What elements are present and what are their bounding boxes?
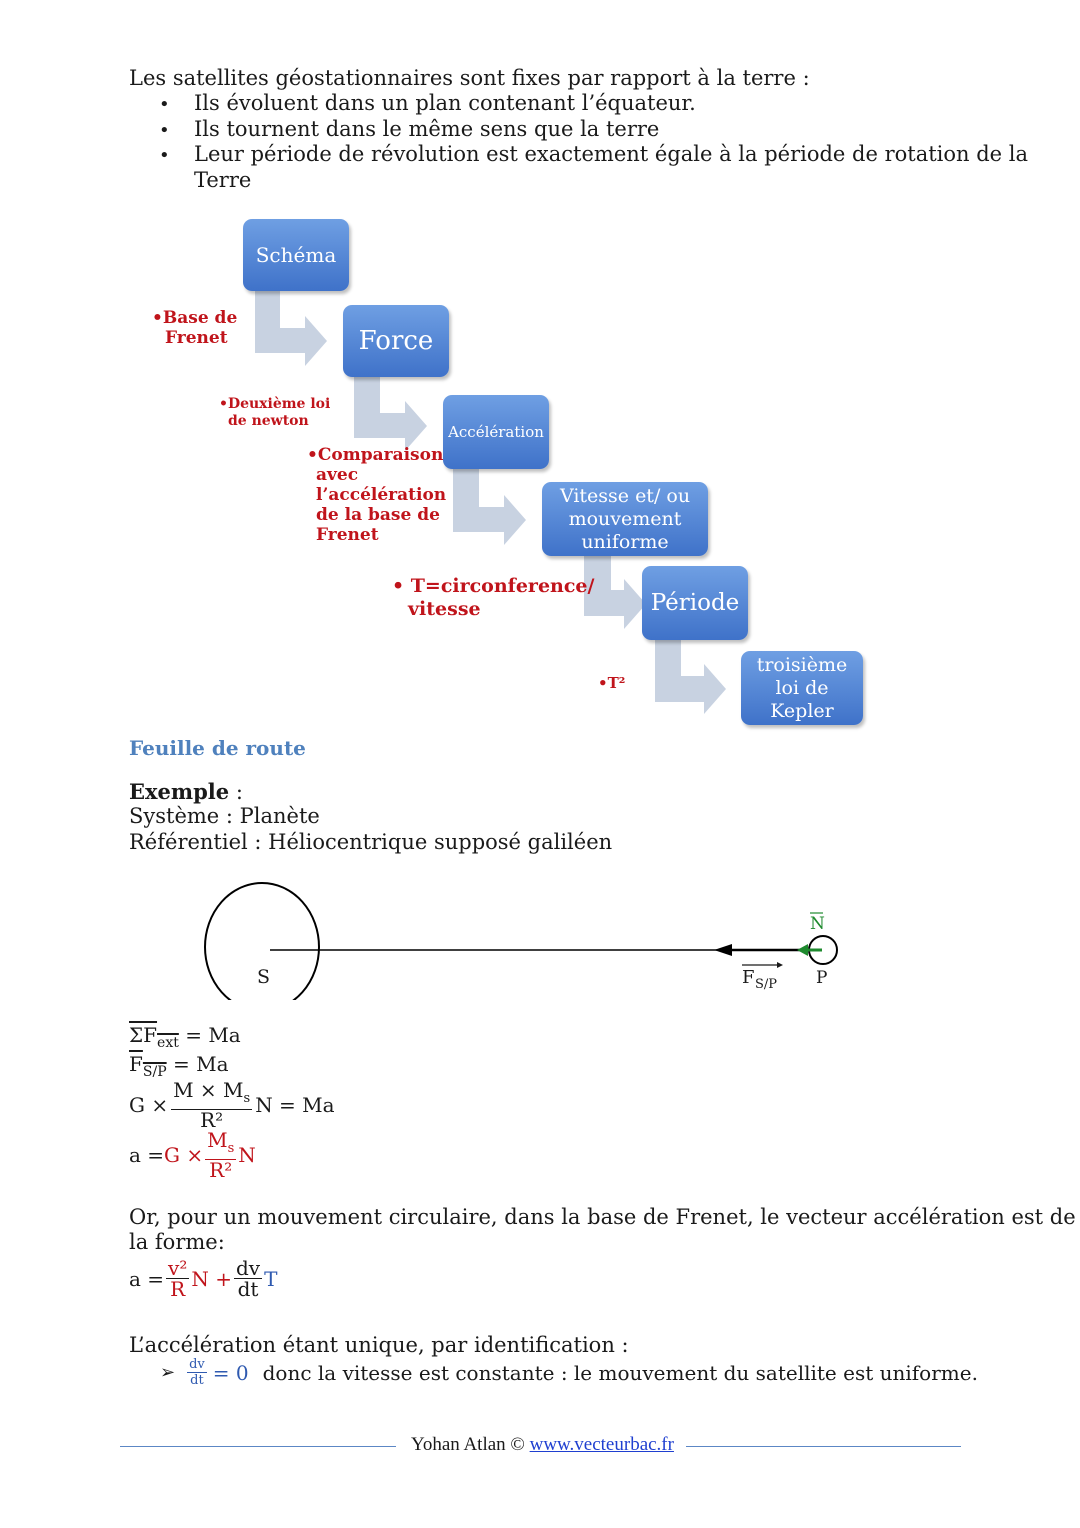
planet-label: P xyxy=(816,968,828,988)
equation-acceleration: a = G × $\frac{M_s}{\text{R²}}$ N xyxy=(129,1128,256,1182)
footer xyxy=(411,1434,674,1456)
normal-arrowhead xyxy=(797,944,808,956)
orbit-diagram xyxy=(0,870,1080,1000)
bullet-item-continuation: Terre xyxy=(194,168,252,192)
bullet-icon: • xyxy=(159,120,170,141)
intro-heading: Les satellites géostationnaires sont fixes par rapport à la terre : xyxy=(129,66,810,90)
footer-divider-left xyxy=(120,1446,396,1447)
conclusion-intro: L’accélération étant unique, par identification : xyxy=(129,1333,629,1357)
footer-divider-right xyxy=(686,1446,961,1447)
step-kepler: troisième loi de Kepler xyxy=(741,651,863,725)
sun-label: S xyxy=(257,966,271,988)
note-comparaison: •Comparaison avec l’accélération de la base de Frenet xyxy=(307,445,447,545)
note-newton: •Deuxième loi de newton xyxy=(219,396,331,429)
bullet-item: Ils évoluent dans un plan contenant l’équateur. xyxy=(194,91,696,115)
note-frenet: •Base de Frenet xyxy=(152,308,238,348)
caption-feuille-de-route: Feuille de route xyxy=(129,736,306,760)
step-vitesse: Vitesse et/ ou mouvement uniforme xyxy=(542,482,708,556)
footer-author: Yohan Atlan © xyxy=(411,1434,530,1455)
equation-gravitation: G × $\frac{M \times M_s}{\text{R²}}$ N = Ma xyxy=(129,1078,335,1132)
example-frame: Référentiel : Héliocentrique supposé galiléen xyxy=(129,830,613,854)
force-arrowhead xyxy=(714,944,732,956)
step-force: Force xyxy=(343,305,449,377)
bullet-icon: • xyxy=(159,145,170,166)
step-acceleration: Accélération xyxy=(443,395,549,469)
step-periode: Période xyxy=(642,566,748,640)
arrow-bullet-icon: ➢ xyxy=(160,1362,176,1383)
arrow-1 xyxy=(255,290,327,366)
frenet-text-line-1: Or, pour un mouvement circulaire, dans la base de Frenet, le vecteur accélération est de xyxy=(129,1205,1076,1229)
footer-link[interactable]: www.vecteurbac.fr xyxy=(529,1434,674,1455)
conclusion-item: ➢ $\frac{dv}{dt}$ = 0 donc la vitesse est constante : le mouvement du satellite est uniforme. xyxy=(160,1357,978,1388)
force-sub-label: S/P xyxy=(755,977,778,992)
equation-frenet: a = $\frac{\text{v²}}{R}$ N + $\frac{dv}{dt}$ T xyxy=(129,1256,278,1301)
force-label: F xyxy=(742,967,755,988)
bullet-item: Ils tournent dans le même sens que la terre xyxy=(194,117,660,141)
arrow-5 xyxy=(655,640,726,714)
bullet-icon: • xyxy=(159,94,170,115)
equation-force: $F_{S/P} = Ma$ xyxy=(129,1052,229,1080)
arrow-3 xyxy=(453,469,526,545)
roadmap-arrows xyxy=(0,0,1080,760)
example-title: Exemple : xyxy=(129,779,243,804)
example-system: Système : Planète xyxy=(129,804,320,828)
arrow-2 xyxy=(354,376,427,451)
bullet-item: Leur période de révolution est exactement égale à la période de rotation de la xyxy=(194,142,1029,166)
normal-label: N xyxy=(810,914,825,934)
equation-sum-forces: $\Sigma F_{ext} = Ma$ xyxy=(129,1023,241,1051)
frenet-text-line-2: la forme: xyxy=(129,1230,225,1254)
step-schema: Schéma xyxy=(243,219,349,291)
note-periode: • T=circonference/ vitesse xyxy=(392,575,595,620)
note-t2: •T² xyxy=(598,674,626,692)
